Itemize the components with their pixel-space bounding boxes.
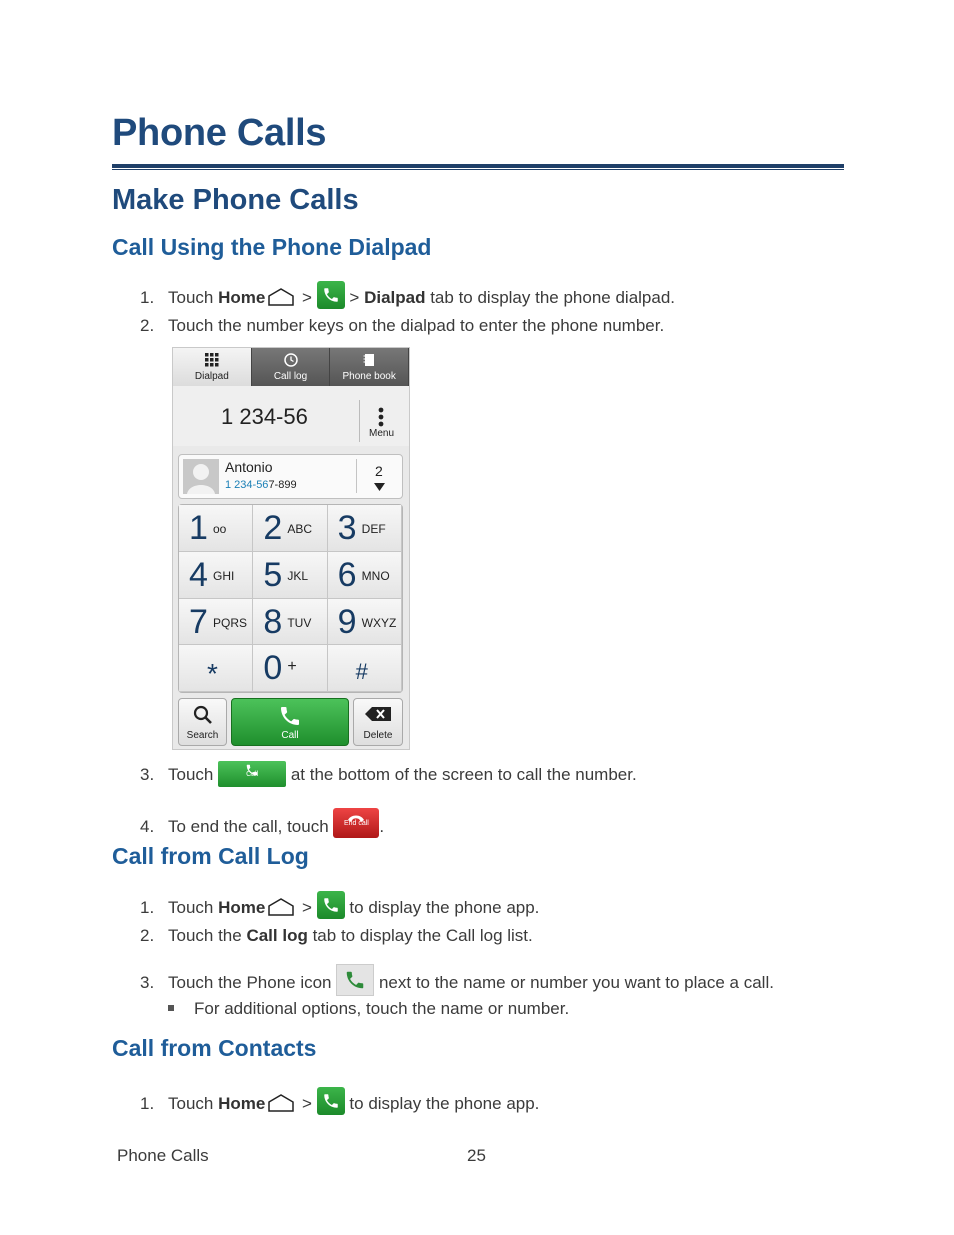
- key-2[interactable]: 2 ABC: [253, 505, 327, 552]
- home-icon: [267, 1094, 295, 1112]
- home-icon: [267, 898, 295, 916]
- key-9[interactable]: 9 WXYZ: [328, 599, 402, 646]
- key-1[interactable]: 1 oo: [179, 505, 253, 552]
- phone-tabs: [173, 348, 409, 386]
- title-rule-thin: [112, 169, 844, 170]
- key-4[interactable]: 4 GHI: [179, 552, 253, 599]
- footer-page-number: 25: [467, 1146, 486, 1165]
- suggestion-divider: [356, 459, 357, 493]
- subsection-heading-contacts: Call from Contacts: [112, 1035, 317, 1061]
- end-call-button-image: End call: [333, 808, 379, 838]
- phone-app-icon: [317, 891, 345, 919]
- dialpad-keys: [178, 504, 403, 693]
- clock-icon: [284, 353, 298, 367]
- key-6[interactable]: 6 MNO: [328, 552, 402, 599]
- step-calllog-3: 3. Touch the Phone icon next to the name or number you want to place a call.: [140, 964, 774, 996]
- key-0[interactable]: 0 +: [253, 645, 327, 692]
- menu-divider: [359, 400, 360, 442]
- home-icon: [267, 288, 295, 306]
- page-title: Phone Calls: [112, 112, 327, 154]
- phone-icon: [278, 704, 302, 728]
- key-5[interactable]: 5 JKL: [253, 552, 327, 599]
- triangle-down-icon[interactable]: [374, 483, 385, 491]
- backspace-icon: [365, 707, 391, 721]
- key-8[interactable]: 8 TUV: [253, 599, 327, 646]
- bullet-square: [168, 1005, 174, 1011]
- phonebook-icon: [362, 353, 376, 367]
- menu-icon[interactable]: [378, 407, 384, 427]
- delete-button[interactable]: Delete: [353, 698, 403, 746]
- dialpad-screenshot: [172, 347, 410, 750]
- footer-section-name: Phone Calls: [117, 1146, 209, 1165]
- step-dialpad-1: 1. Touch Home > > Dialpad tab to display the phone dialpad.: [140, 281, 675, 309]
- key-3[interactable]: 3 DEF: [328, 505, 402, 552]
- step-dialpad-4: 4. To end the call, touch End call .: [140, 808, 384, 838]
- step-calllog-2: 2. Touch the Call log tab to display the Call log list.: [140, 926, 533, 945]
- title-rule: [112, 164, 844, 168]
- avatar: [183, 459, 219, 494]
- key-7[interactable]: 7 PQRS: [179, 599, 253, 646]
- tab-phone-book[interactable]: Phone book: [330, 348, 409, 386]
- call-button-image: Call: [218, 761, 286, 787]
- contact-suggestion[interactable]: Antonio 1 234-567-899 2: [178, 454, 403, 499]
- key-hash[interactable]: #: [328, 645, 402, 692]
- step-calllog-1: 1. Touch Home > to display the phone app.: [140, 891, 539, 919]
- search-button[interactable]: Search: [178, 698, 227, 746]
- phone-icon: [336, 964, 374, 996]
- phone-app-icon: [317, 1087, 345, 1115]
- step-contacts-1: 1. Touch Home > to display the phone app.: [140, 1087, 539, 1115]
- bullet-note: For additional options, touch the name or number.: [168, 999, 569, 1019]
- dialpad-grid-icon: [205, 353, 219, 367]
- tab-dialpad[interactable]: Dialpad: [173, 348, 252, 386]
- menu-label: Menu: [369, 428, 395, 439]
- voicemail-icon: oo: [213, 522, 227, 536]
- step-dialpad-3: 3. Touch Call at the bottom of the screen to call the number.: [140, 761, 637, 787]
- number-display: 1 234-56: [173, 386, 409, 446]
- subsection-heading-dialpad: Call Using the Phone Dialpad: [112, 234, 432, 260]
- phone-app-icon: [317, 281, 345, 309]
- key-star[interactable]: *: [179, 645, 253, 692]
- subsection-heading-call-log: Call from Call Log: [112, 843, 309, 869]
- section-heading: Make Phone Calls: [112, 184, 359, 216]
- dialpad-bottom-bar: [178, 698, 404, 746]
- call-button[interactable]: Call: [231, 698, 349, 746]
- step-dialpad-2: 2. Touch the number keys on the dialpad to enter the phone number.: [140, 316, 665, 335]
- tab-call-log[interactable]: Call log: [252, 348, 331, 386]
- search-icon: [193, 705, 213, 725]
